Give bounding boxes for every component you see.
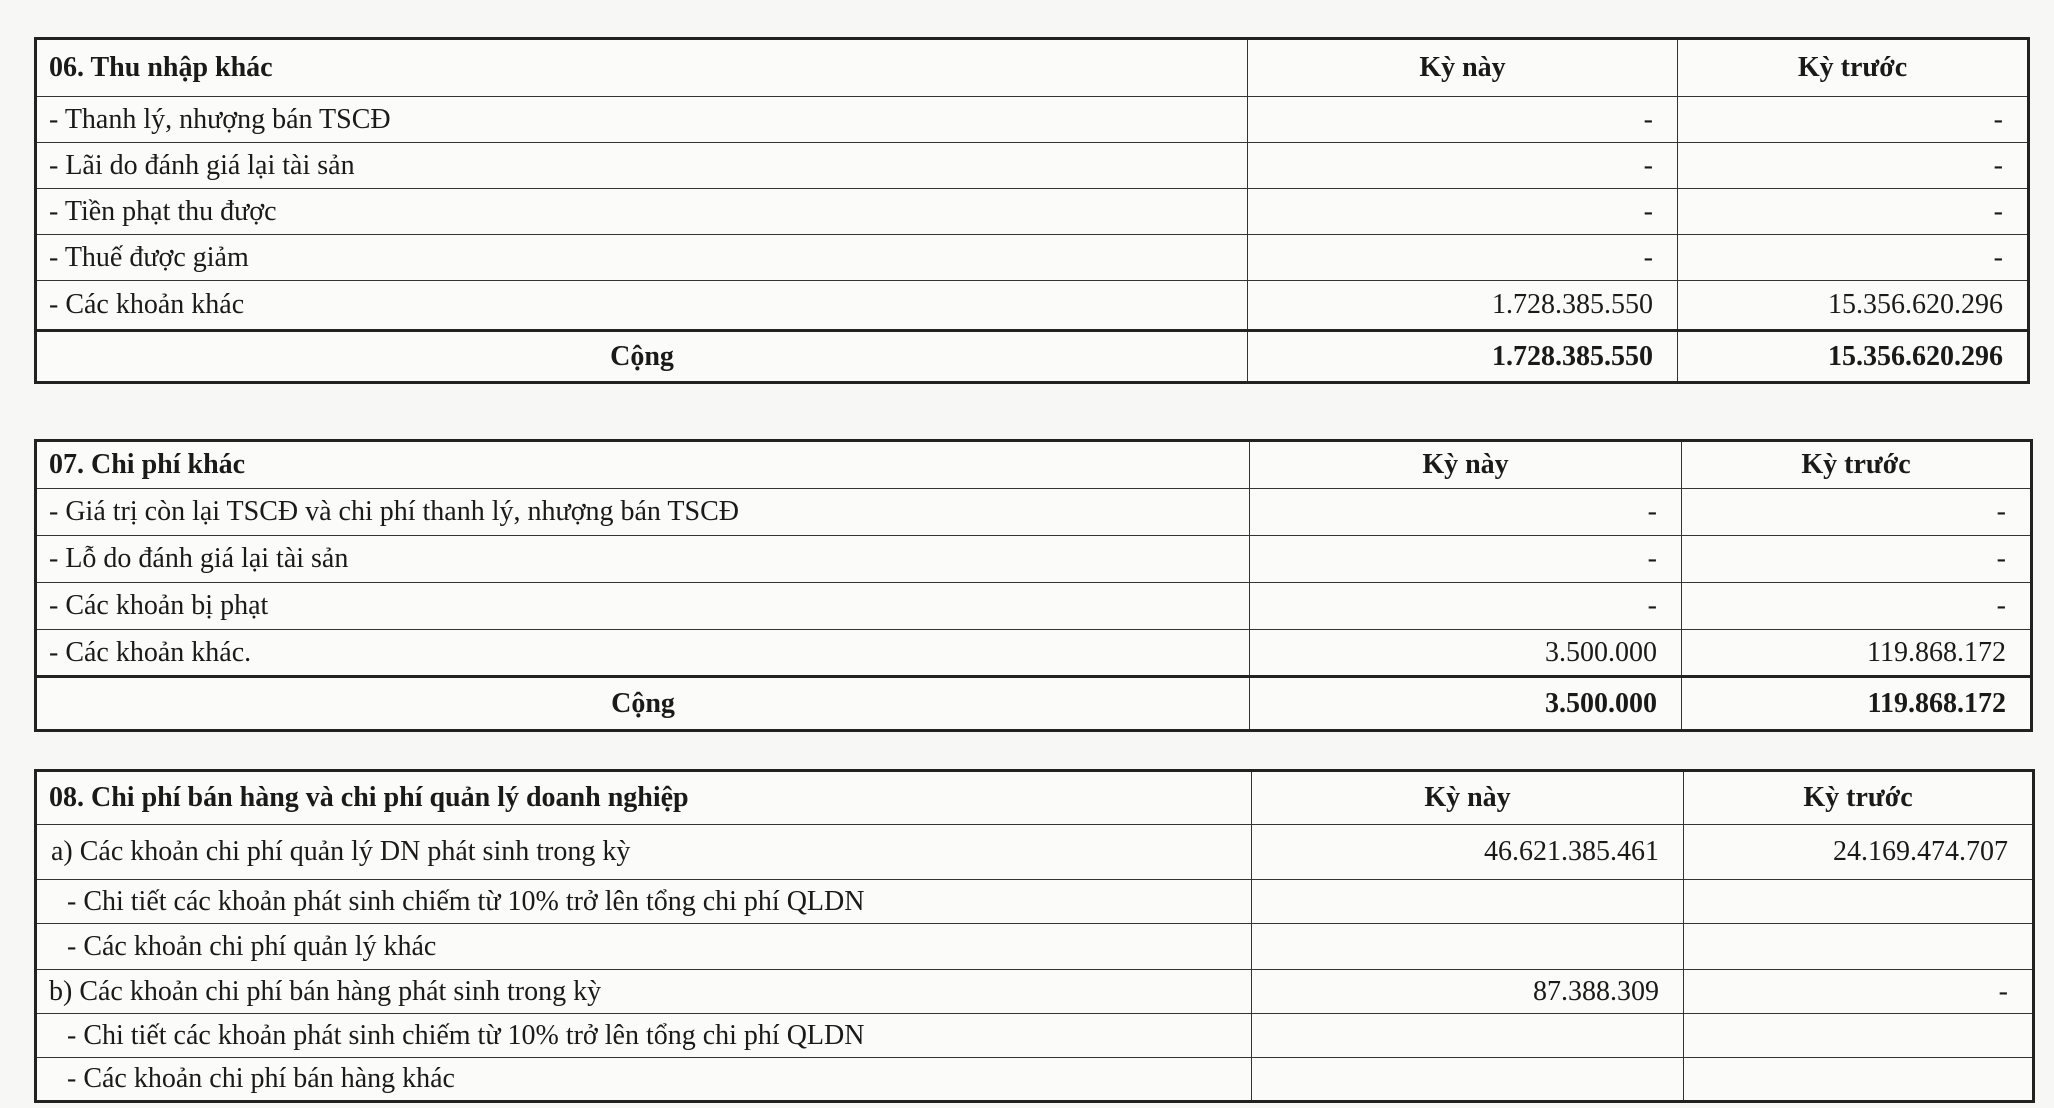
row-label: - Thanh lý, nhượng bán TSCĐ	[36, 97, 1248, 143]
table-row	[36, 489, 2032, 536]
row-label: - Lãi do đánh giá lại tài sản	[36, 143, 1248, 189]
row-label: - Các khoản chi phí bán hàng khác	[36, 1058, 1252, 1102]
row-value-current: -	[1248, 143, 1678, 189]
row-value-current	[1252, 880, 1684, 924]
row-value-previous: -	[1678, 97, 2029, 143]
table-row	[36, 1014, 2034, 1058]
row-label: b) Các khoản chi phí bán hàng phát sinh trong kỳ	[36, 970, 1252, 1014]
total-value-current: 1.728.385.550	[1248, 331, 1678, 383]
table-row	[36, 281, 2029, 331]
row-value-previous: -	[1684, 970, 2034, 1014]
total-row	[36, 677, 2032, 731]
row-value-previous: 15.356.620.296	[1678, 281, 2029, 331]
column-header-previous: Kỳ trước	[1678, 39, 2029, 97]
table-row	[36, 924, 2034, 970]
column-header-current: Kỳ này	[1250, 441, 1682, 489]
column-header-current: Kỳ này	[1248, 39, 1678, 97]
table-chi-phi-khac	[34, 439, 2033, 732]
row-label: - Thuế được giảm	[36, 235, 1248, 281]
total-label: Cộng	[36, 677, 1250, 731]
row-label: a) Các khoản chi phí quản lý DN phát sinh trong kỳ	[36, 825, 1252, 880]
table-row	[36, 1058, 2034, 1102]
row-value-current: -	[1250, 536, 1682, 583]
table-row	[36, 536, 2032, 583]
row-value-current: -	[1250, 489, 1682, 536]
row-label: - Chi tiết các khoản phát sinh chiếm từ 10% trở lên tổng chi phí QLDN	[36, 1014, 1252, 1058]
row-value-previous: -	[1678, 235, 2029, 281]
row-value-current: 1.728.385.550	[1248, 281, 1678, 331]
row-label: - Các khoản khác	[36, 281, 1248, 331]
row-value-current: -	[1248, 235, 1678, 281]
row-value-previous: -	[1678, 143, 2029, 189]
table-row	[36, 235, 2029, 281]
table-row	[36, 630, 2032, 677]
row-value-previous: 119.868.172	[1682, 630, 2032, 677]
column-header-current: Kỳ này	[1252, 771, 1684, 825]
section-title: 08. Chi phí bán hàng và chi phí quản lý doanh nghiệp	[36, 771, 1252, 825]
table-row	[36, 189, 2029, 235]
table-row	[36, 97, 2029, 143]
row-value-current: -	[1248, 189, 1678, 235]
row-value-previous	[1684, 1014, 2034, 1058]
row-value-current: -	[1250, 583, 1682, 630]
row-label: - Lỗ do đánh giá lại tài sản	[36, 536, 1250, 583]
row-label: - Các khoản khác.	[36, 630, 1250, 677]
row-value-previous: -	[1678, 189, 2029, 235]
row-value-current: 3.500.000	[1250, 630, 1682, 677]
row-value-previous	[1684, 924, 2034, 970]
total-value-previous: 119.868.172	[1682, 677, 2032, 731]
row-value-current	[1252, 1014, 1684, 1058]
table-row	[36, 583, 2032, 630]
row-label: - Các khoản chi phí quản lý khác	[36, 924, 1252, 970]
total-label: Cộng	[36, 331, 1248, 383]
row-label: - Các khoản bị phạt	[36, 583, 1250, 630]
table-row	[36, 970, 2034, 1014]
row-value-current: -	[1248, 97, 1678, 143]
total-value-previous: 15.356.620.296	[1678, 331, 2029, 383]
total-value-current: 3.500.000	[1250, 677, 1682, 731]
row-label: - Chi tiết các khoản phát sinh chiếm từ 10% trở lên tổng chi phí QLDN	[36, 880, 1252, 924]
row-value-current: 87.388.309	[1252, 970, 1684, 1014]
row-value-previous	[1684, 880, 2034, 924]
row-label: - Tiền phạt thu được	[36, 189, 1248, 235]
row-value-current: 46.621.385.461	[1252, 825, 1684, 880]
table-row	[36, 825, 2034, 880]
row-value-previous: -	[1682, 583, 2032, 630]
row-value-current	[1252, 1058, 1684, 1102]
table-chi-phi-ban-hang-qldn	[34, 769, 2035, 1103]
row-value-previous: -	[1682, 489, 2032, 536]
section-title: 06. Thu nhập khác	[36, 39, 1248, 97]
row-value-current	[1252, 924, 1684, 970]
row-value-previous: 24.169.474.707	[1684, 825, 2034, 880]
section-title: 07. Chi phí khác	[36, 441, 1250, 489]
table-row	[36, 143, 2029, 189]
row-value-previous: -	[1682, 536, 2032, 583]
table-thu-nhap-khac	[34, 37, 2030, 384]
row-value-previous	[1684, 1058, 2034, 1102]
table-row	[36, 880, 2034, 924]
total-row	[36, 331, 2029, 383]
column-header-previous: Kỳ trước	[1682, 441, 2032, 489]
row-label: - Giá trị còn lại TSCĐ và chi phí thanh lý, nhượng bán TSCĐ	[36, 489, 1250, 536]
column-header-previous: Kỳ trước	[1684, 771, 2034, 825]
